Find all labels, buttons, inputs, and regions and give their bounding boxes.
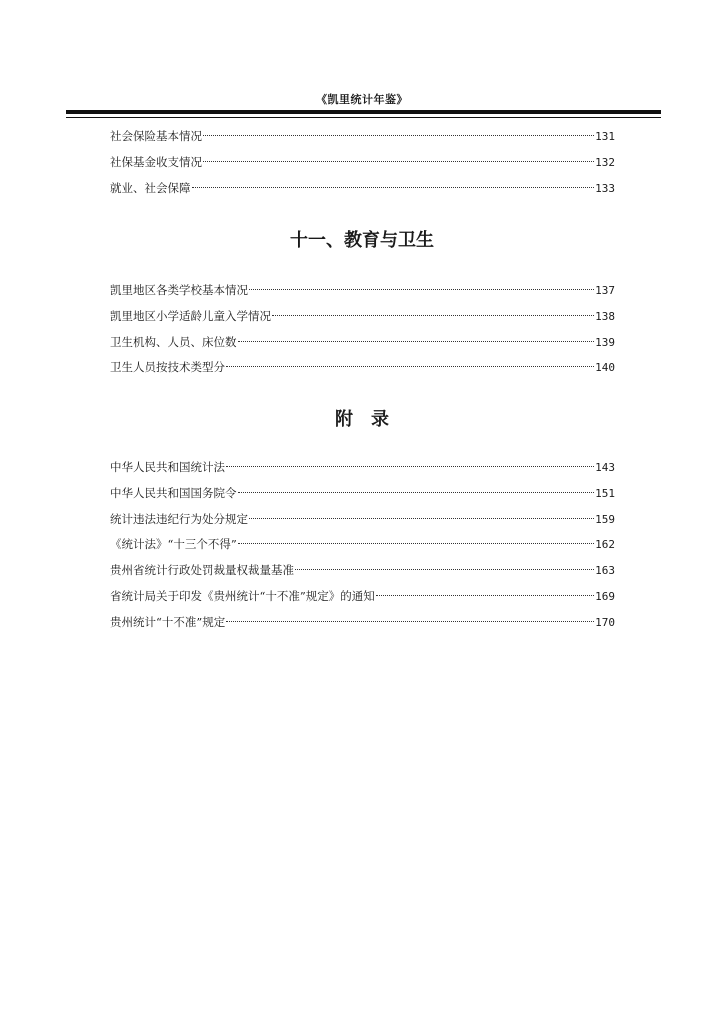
toc-page-number: 163 [595, 564, 615, 578]
toc-page-number: 131 [595, 130, 615, 143]
toc-leader-dots [376, 595, 594, 596]
header-rule-thin [66, 117, 661, 118]
toc-page-number: 159 [595, 512, 615, 526]
toc-page-number: 151 [595, 486, 615, 500]
toc-page-number: 137 [595, 284, 615, 297]
toc-leader-dots [203, 135, 594, 136]
toc-entry[interactable] [110, 355, 615, 381]
toc-page-number: 138 [595, 309, 615, 323]
toc-page-number: 143 [595, 461, 615, 474]
toc-leader-dots [192, 187, 595, 188]
toc-entry-title: 社会保险基本情况 [110, 129, 202, 143]
toc-entry[interactable] [110, 304, 615, 330]
toc-entry-title: 省统计局关于印发《贵州统计“十不准”规定》的通知 [110, 588, 375, 603]
toc-entry-title: 贵州统计“十不准”规定 [110, 614, 226, 629]
header-rule-thick [66, 110, 661, 114]
toc-entry-title: 中华人民共和国国务院令 [110, 485, 237, 500]
toc-page-number: 169 [595, 589, 615, 603]
toc-leader-dots [249, 289, 594, 290]
toc-entry[interactable] [110, 330, 615, 356]
toc-entry[interactable] [110, 610, 615, 636]
toc-leader-dots [238, 543, 594, 544]
toc-entry-title: 贵州省统计行政处罚裁量权裁量基准 [110, 563, 294, 578]
toc-leader-dots [226, 366, 594, 367]
toc-leader-dots [226, 621, 594, 622]
section-heading-appendix: 附录 [335, 409, 407, 430]
toc-entry[interactable] [110, 176, 615, 202]
toc-entry-title: 统计违法违纪行为处分规定 [110, 511, 248, 526]
toc-page-number: 140 [595, 361, 615, 375]
toc-entry[interactable] [110, 532, 615, 558]
toc-leader-dots [226, 466, 594, 467]
toc-page-number: 132 [595, 155, 615, 169]
toc-entry-title: 社保基金收支情况 [110, 154, 202, 169]
toc-entry[interactable] [110, 278, 615, 304]
toc-entry[interactable] [110, 150, 615, 176]
toc-entry-title: 凯里地区小学适龄儿童入学情况 [110, 308, 271, 323]
toc-leader-dots [238, 341, 595, 342]
toc-entry-title: 中华人民共和国统计法 [110, 460, 225, 474]
toc-entry[interactable] [110, 455, 615, 481]
toc-entry[interactable] [110, 507, 615, 533]
toc-group-education-health [110, 278, 615, 381]
toc-page-number: 170 [595, 615, 615, 629]
toc-leader-dots [295, 569, 594, 570]
toc-page-number: 162 [595, 538, 615, 552]
toc-page-number: 139 [595, 335, 615, 349]
toc-entry[interactable] [110, 124, 615, 150]
toc-leader-dots [238, 492, 595, 493]
toc-leader-dots [249, 518, 594, 519]
toc-entry-title: 《统计法》“十三个不得” [110, 537, 237, 552]
section-heading-education-health: 十一、教育与卫生 [290, 230, 434, 251]
toc-entry[interactable] [110, 481, 615, 507]
toc-group-appendix [110, 455, 615, 636]
toc-leader-dots [272, 315, 594, 316]
toc-entry-title: 凯里地区各类学校基本情况 [110, 283, 248, 297]
toc-page-number: 133 [595, 181, 615, 195]
toc-entry[interactable] [110, 584, 615, 610]
toc-entry-title: 就业、社会保障 [110, 180, 191, 195]
toc-group-social-security [110, 124, 615, 201]
toc-entry[interactable] [110, 558, 615, 584]
toc-leader-dots [203, 161, 594, 162]
toc-entry-title: 卫生机构、人员、床位数 [110, 334, 237, 349]
running-header: 《凯里统计年鉴》 [316, 93, 408, 106]
toc-entry-title: 卫生人员按技术类型分 [110, 360, 225, 375]
